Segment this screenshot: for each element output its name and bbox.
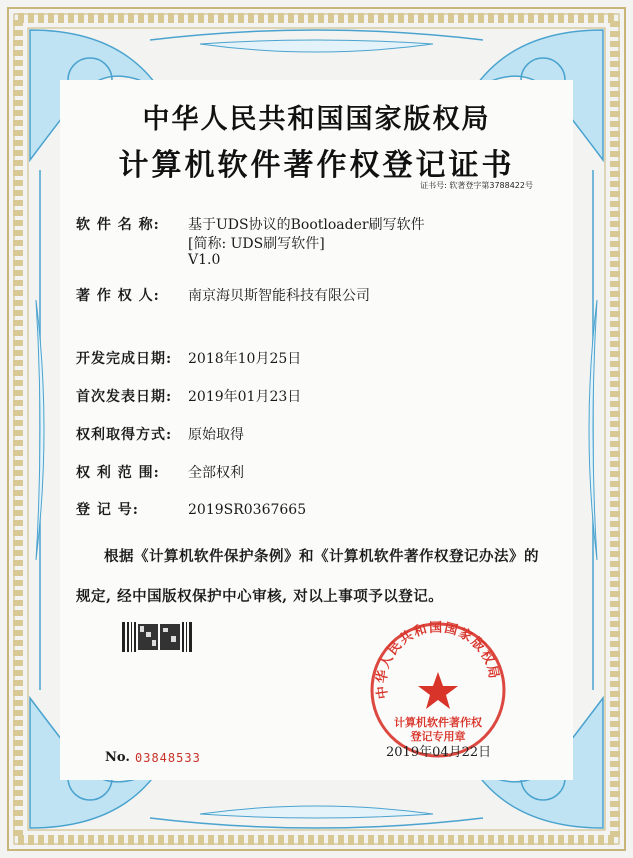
official-seal xyxy=(368,620,508,760)
statement-line-1: 根据《计算机软件保护条例》和《计算机软件著作权登记办法》的 xyxy=(104,548,539,565)
serial-label: No. xyxy=(105,750,130,765)
seal-ring-text: 中华人民共和国国家版权局 xyxy=(374,620,502,700)
short-name: [简称: UDS刷写软件] xyxy=(188,236,325,252)
owner-label: 著 作 权 人: xyxy=(76,288,160,304)
certificate-title: 计算机软件著作权登记证书 xyxy=(118,148,515,183)
method-label: 权利取得方式: xyxy=(76,427,173,443)
issuer-title: 中华人民共和国国家版权局 xyxy=(142,104,491,135)
pub-date-label: 首次发表日期: xyxy=(76,389,173,405)
seal-line-2: 登记专用章 xyxy=(410,730,466,743)
version: V1.0 xyxy=(188,252,221,268)
seal-line-1: 计算机软件著作权 xyxy=(394,716,482,729)
owner-value: 南京海贝斯智能科技有限公司 xyxy=(188,288,370,304)
reg-no-label: 登 记 号: xyxy=(76,502,139,518)
owner-row xyxy=(76,285,370,305)
pub-date-value: 2019年01月23日 xyxy=(188,389,302,405)
serial-number: 03848533 xyxy=(135,751,201,765)
scope-row xyxy=(76,462,244,482)
dev-date-value: 2018年10月25日 xyxy=(188,351,302,367)
scope-value: 全部权利 xyxy=(188,465,244,481)
barcode xyxy=(122,622,194,652)
certificate-number: 证书号: 软著登字第3788422号 xyxy=(420,181,533,190)
statement-line-2: 规定, 经中国版权保护中心审核, 对以上事项予以登记。 xyxy=(76,588,444,605)
issue-date: 2019年04月22日 xyxy=(386,745,492,760)
reg-no-value: 2019SR0367665 xyxy=(188,502,307,518)
method-value: 原始取得 xyxy=(188,427,244,443)
software-name-value: 基于UDS协议的Bootloader刷写软件 xyxy=(188,217,425,233)
scope-label: 权 利 范 围: xyxy=(76,465,160,481)
software-name-row xyxy=(76,214,425,234)
reg-no-row xyxy=(76,499,306,519)
dev-date-row xyxy=(76,348,301,368)
method-row xyxy=(76,424,244,444)
pub-date-row xyxy=(76,386,301,406)
software-name-label: 软 件 名 称: xyxy=(76,217,160,233)
dev-date-label: 开发完成日期: xyxy=(76,351,173,367)
